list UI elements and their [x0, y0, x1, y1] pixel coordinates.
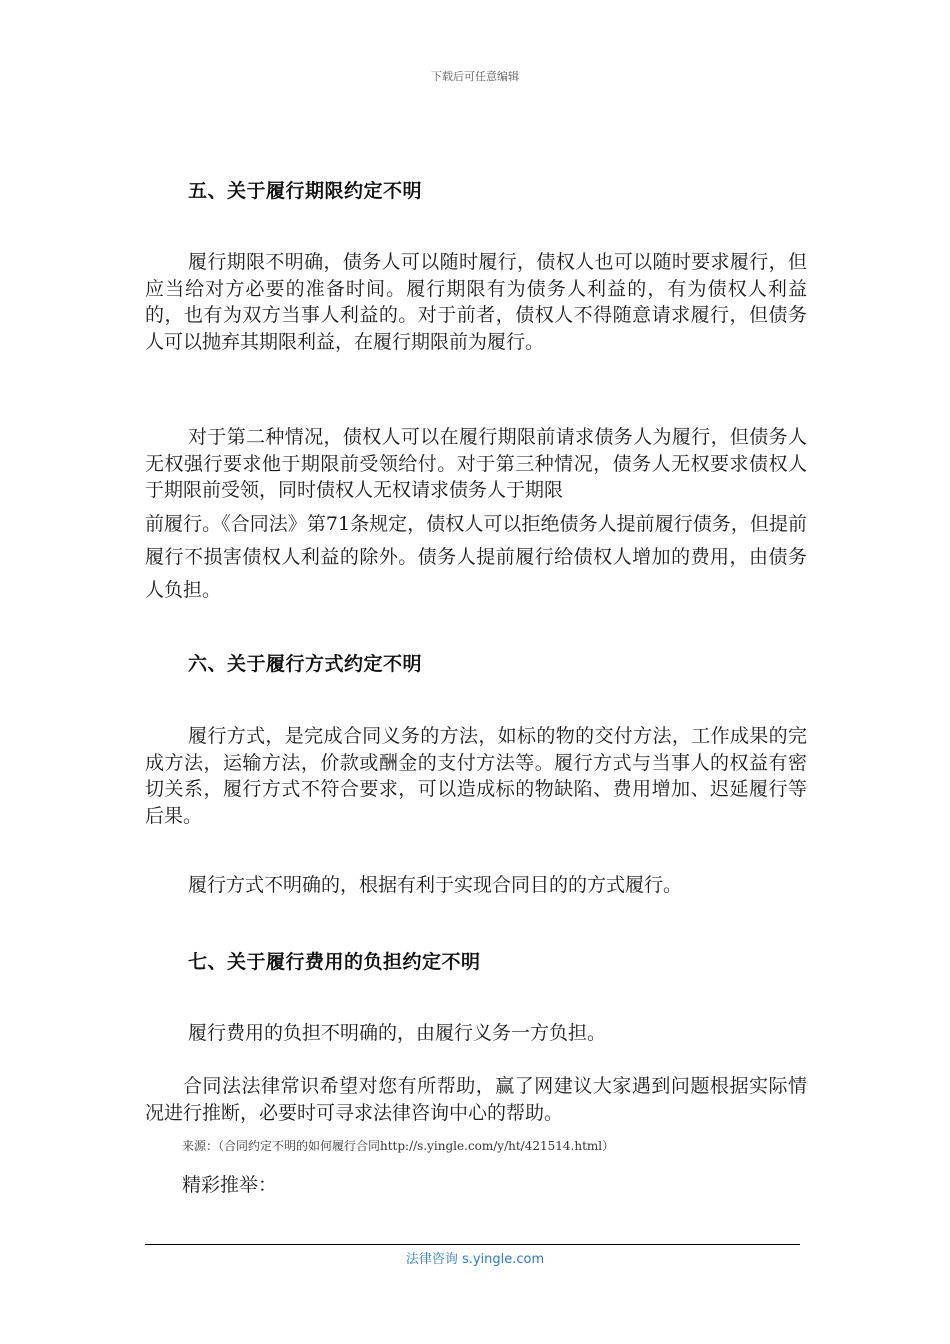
section-5-paragraph-1: 履行期限不明确，债务人可以随时履行，债权人也可以随时要求履行，但应当给对方必要的准备时间。履行期限有为债务人利益的，有为债权人利益的，也有为双方当事人利益的。对于前者，债权人不得随意请求履行，但债务人可以抛弃其期限利益，在履行期限前为履行。 [145, 251, 807, 353]
section-6-paragraph-2: 履行方式不明确的，根据有利于实现合同目的的方式履行。 [188, 874, 683, 896]
section-5-heading: 五、关于履行期限约定不明 [188, 180, 423, 202]
section-7-paragraph-1: 履行费用的负担不明确的，由履行义务一方负担。 [188, 1022, 607, 1044]
page-header-note: 下载后可任意编辑 [431, 70, 519, 83]
footer-link[interactable]: 法律咨询 s.yingle.com [405, 1252, 545, 1267]
closing-paragraph: 合同法法律常识希望对您有所帮助，赢了网建议大家遇到问题根据实际情况进行推断，必要时可寻求法律咨询中心的帮助。 [145, 1075, 807, 1124]
section-7-heading: 七、关于履行费用的负担约定不明 [188, 951, 481, 973]
section-5-paragraph-2a: 对于第二种情况，债权人可以在履行期限前请求债务人为履行，但债务人无权强行要求他于期限前受领给付。对于第三种情况，债务人无权要求债权人于期限前受领，同时债权人无权请求债务人于期限 [145, 426, 807, 501]
section-6-heading: 六、关于履行方式约定不明 [188, 653, 423, 675]
section-6-paragraph-1: 履行方式，是完成合同义务的方法，如标的物的交付方法，工作成果的完成方法，运输方法，价款或酬金的支付方法等。履行方式与当事人的权益有密切关系，履行方式不符合要求，可以造成标的物缺陷、费用增加、迟延履行等后果。 [145, 725, 807, 827]
recommend-label: 精彩推举： [182, 1174, 278, 1196]
footer-divider [145, 1244, 800, 1245]
section-5-paragraph-2b: 前履行。《合同法》第71条规定，债权人可以拒绝债务人提前履行债务，但提前履行不损害债权人利益的除外。债务人提前履行给债权人增加的费用，由债务人负担。 [145, 513, 807, 601]
source-citation[interactable]: 来源：（合同约定不明的如何履行合同http://s.yingle.com/y/ht/421514.html） [182, 1139, 615, 1153]
